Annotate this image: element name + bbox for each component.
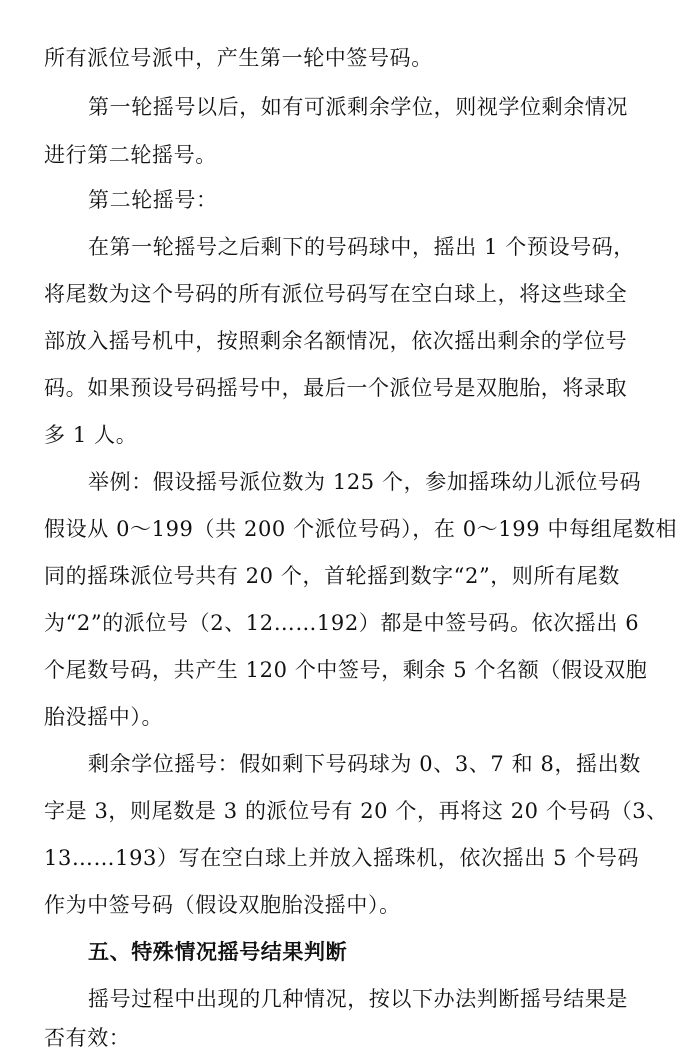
text-line: 将尾数为这个号码的所有派位号码写在空白球上，将这些球全 [44,282,628,306]
text-line: 13……193）写在空白球上并放入摇珠机，依次摇出 5 个号码 [44,846,640,870]
text-line: 作为中签号码（假设双胞胎没摇中）。 [44,893,401,917]
text-line: 第一轮摇号以后，如有可派剩余学位，则视学位剩余情况 [88,95,628,119]
text-line: 胎没摇中）。 [44,705,164,729]
text-line: 举例：假设摇号派位数为 125 个，参加摇珠幼儿派位号码 [88,470,642,494]
text-line: 假设从 0～199（共 200 个派位号码），在 0～199 中每组尾数相 [44,517,678,541]
text-line: 码。如果预设号码摇号中，最后一个派位号是双胞胎，将录取 [44,376,628,400]
text-line: 所有派位号派中，产生第一轮中签号码。 [44,46,433,70]
text-line: 进行第二轮摇号。 [44,143,217,167]
text-line: 摇号过程中出现的几种情况，按以下办法判断摇号结果是 [88,987,628,1011]
text-line: 字是 3，则尾数是 3 的派位号有 20 个，再将这 20 个号码（3、 [44,799,668,823]
section-heading: 五、特殊情况摇号结果判断 [88,940,348,964]
text-line: 多 1 人。 [44,423,138,447]
text-line: 在第一轮摇号之后剩下的号码球中，摇出 1 个预设号码， [88,235,635,259]
text-line: 部放入摇号机中，按照剩余名额情况，依次摇出剩余的学位号 [44,329,628,353]
text-line: 剩余学位摇号：假如剩下号码球为 0、3、7 和 8，摇出数 [88,752,641,776]
text-line: 同的摇珠派位号共有 20 个，首轮摇到数字“2”，则所有尾数 [44,564,620,588]
section-subheading: 第二轮摇号： [88,188,218,212]
text-line: 否有效： [44,1026,131,1050]
text-line: 个尾数号码，共产生 120 个中签号，剩余 5 个名额（假设双胞 [44,658,648,682]
text-line: 为“2”的派位号（2、12……192）都是中签号码。依次摇出 6 [44,611,640,635]
